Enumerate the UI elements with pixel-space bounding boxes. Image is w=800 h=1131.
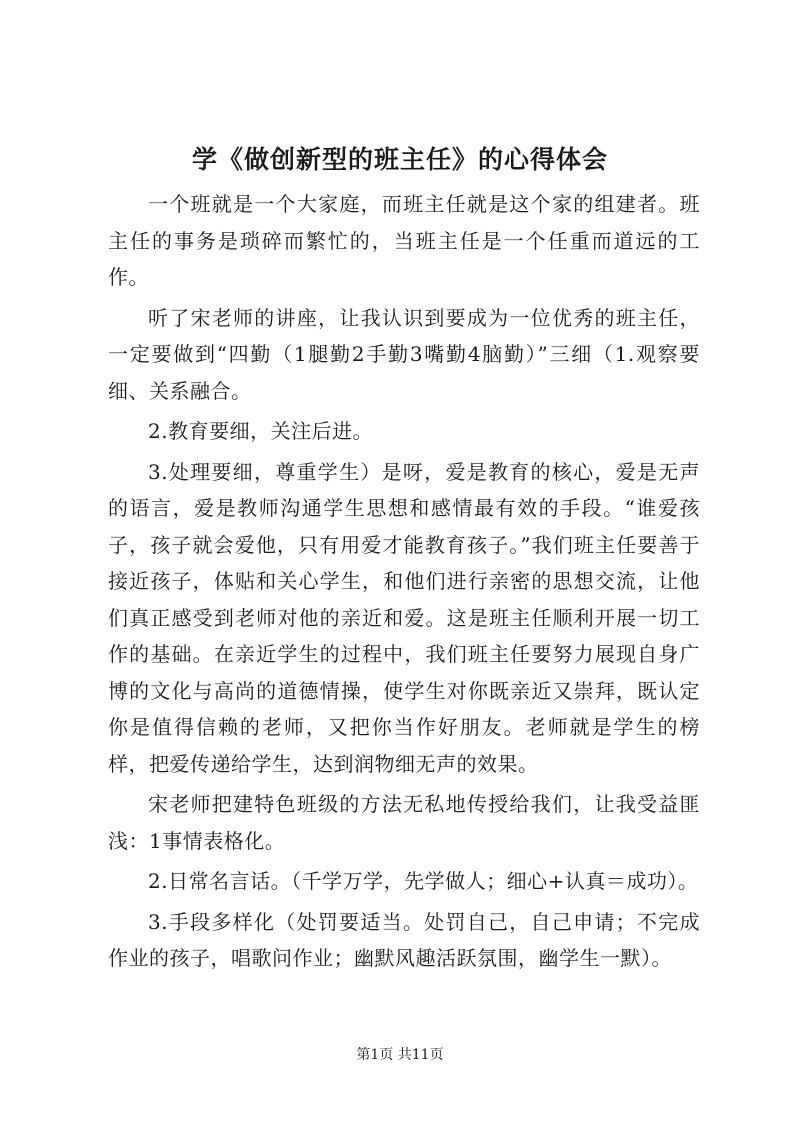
paragraph: 3.手段多样化（处罚要适当。处罚自己，自己申请；不完成作业的孩子，唱歌问作业；幽默风趣活跃氛围，幽学生一默）。 — [108, 909, 700, 970]
document-body — [108, 186, 700, 981]
paragraph: 2.教育要细，关注后进。 — [148, 419, 374, 443]
paragraph: 一个班就是一个大家庭，而班主任就是这个家的组建者。班主任的事务是琐碎而繁忙的，当班主任是一个任重而道远的工作。 — [108, 192, 700, 289]
paragraph: 听了宋老师的讲座，让我认识到要成为一位优秀的班主任，一定要做到“四勤（1腿勤2手勤3嘴勤4脑勤）”三细（1.观察要细、关系融合。 — [108, 305, 700, 403]
paragraph: 2.日常名言话。（千学万学，先学做人；细心+认真＝成功）。 — [148, 869, 699, 893]
paragraph: 3.处理要细，尊重学生）是呀，爱是教育的核心，爱是无声的语言，爱是教师沟通学生思想和感情最有效的手段。“谁爱孩子，孩子就会爱他，只有用爱才能教育孩子。”我们班主任要善于接近孩子，体贴和关心学生，和他们进行亲密的思想交流，让他们真正感受到老师对他的亲近和爱。这是班主任顺利开展一切工作的基础。在亲近学生的过程中，我们班主任要努力展现自身广博的文化与高尚的道德情操，使学生对你既亲近又崇拜，既认定你是值得信赖的老师，又把你当作好朋友。老师就是学生的榜样，把爱传递给学生，达到润物细无声的效果。 — [108, 459, 700, 776]
page-number-footer: 第1页 共11页 — [356, 1047, 444, 1063]
document-title: 学《做创新型的班主任》的心得体会 — [191, 145, 608, 174]
paragraph: 宋老师把建特色班级的方法无私地传授给我们，让我受益匪浅：1事情表格化。 — [108, 792, 700, 853]
